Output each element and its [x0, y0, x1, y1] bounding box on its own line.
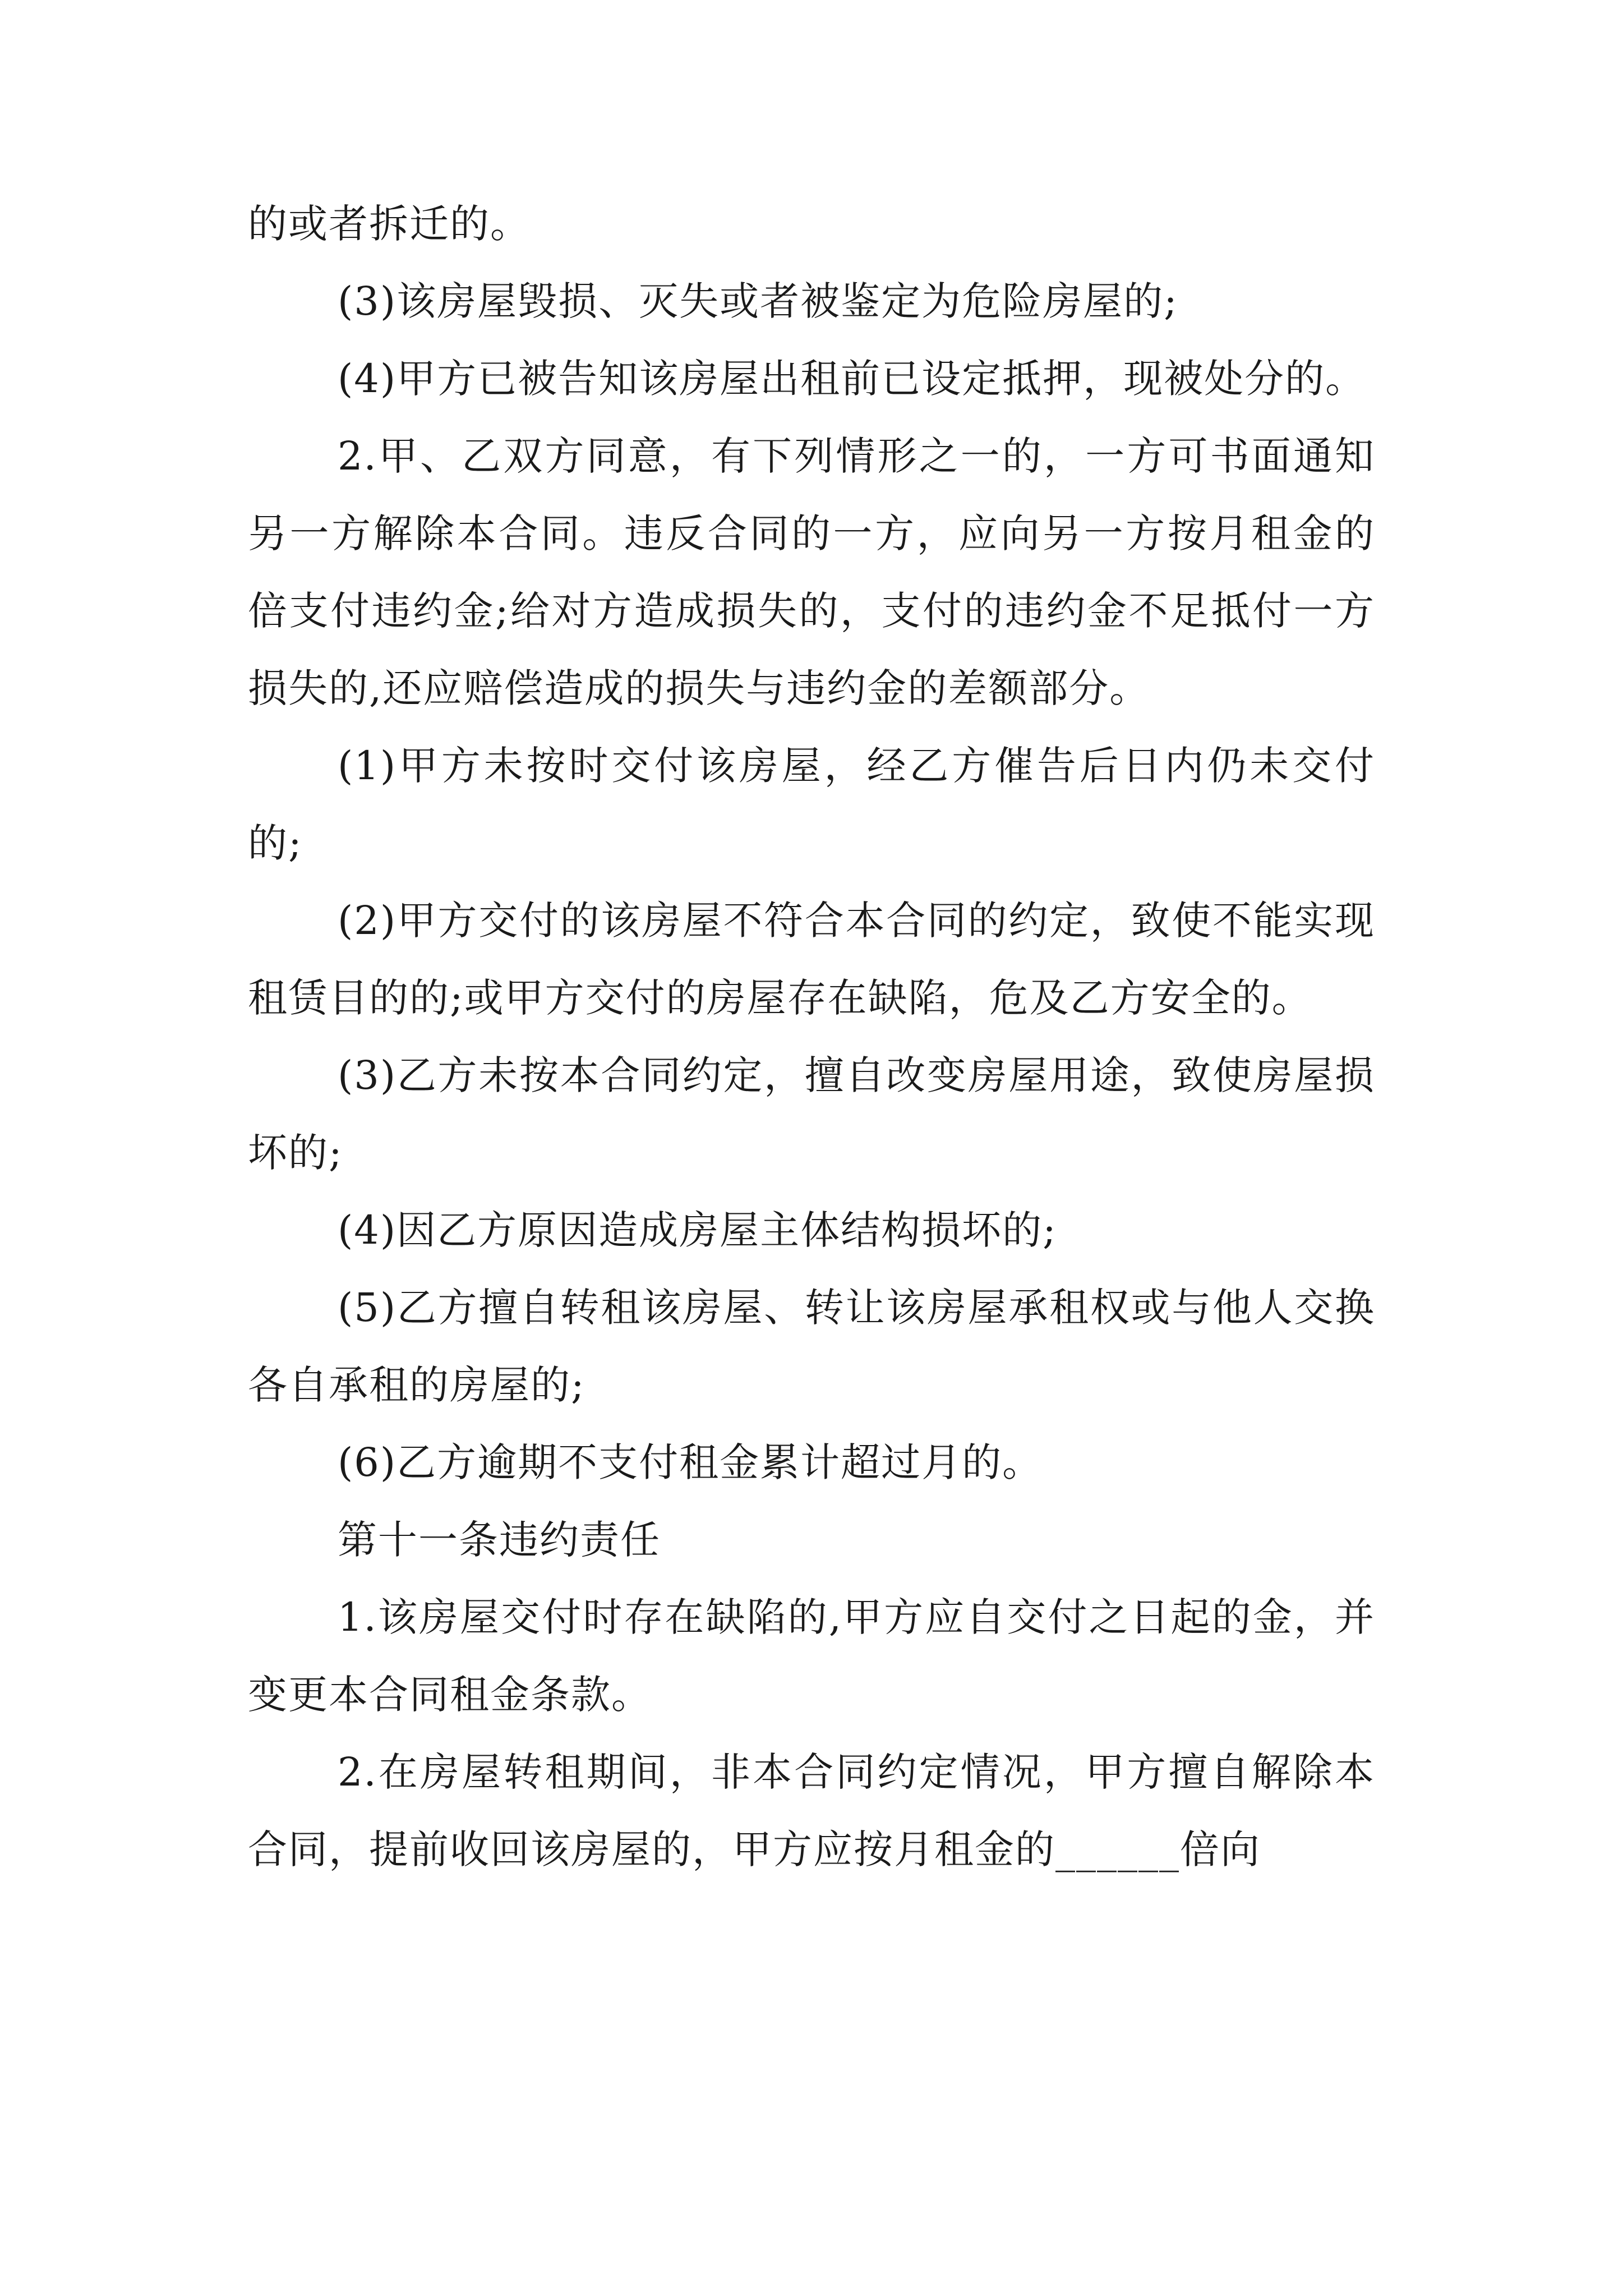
- clause-item-4-mortgage: (4)甲方已被告知该房屋出租前已设定抵押，现被处分的。: [338, 356, 1366, 402]
- clause-item-2-nonconforming: (2)甲方交付的该房屋不符合本合同的约定，致使不能实现租赁目的的;或甲方交付的房屋存在缺陷，危及乙方安全的。: [248, 898, 1375, 1021]
- article-11-item-1: 1.该房屋交付时存在缺陷的,甲方应自交付之日起的金，并变更本合同租金条款。: [248, 1594, 1375, 1718]
- clause-item-3-destroyed: (3)该房屋毁损、灭失或者被鉴定为危险房屋的;: [338, 278, 1178, 324]
- paragraph-continuation: 的或者拆迁的。: [248, 201, 531, 247]
- clause-item-4-structure: (4)因乙方原因造成房屋主体结构损坏的;: [338, 1207, 1057, 1253]
- clause-2-termination: 2.甲、乙双方同意，有下列情形之一的，一方可书面通知另一方解除本合同。违反合同的一方，应向另一方按月租金的倍支付违约金;给对方造成损失的，支付的违约金不足抵付一方损失的,还应赔偿造成的损失与违约金的差额部分。: [248, 433, 1375, 711]
- clause-item-5-sublet: (5)乙方擅自转租该房屋、转让该房屋承租权或与他人交换各自承租的房屋的;: [248, 1285, 1375, 1408]
- clause-item-3-usage: (3)乙方未按本合同约定，擅自改变房屋用途，致使房屋损坏的;: [248, 1052, 1375, 1176]
- document-body: [248, 185, 1375, 1888]
- article-11-item-2: 2.在房屋转租期间，非本合同约定情况，甲方擅自解除本合同，提前收回该房屋的，甲方应按月租金的______倍向: [248, 1749, 1375, 1872]
- clause-item-6-overdue-rent: (6)乙方逾期不支付租金累计超过月的。: [338, 1439, 1043, 1485]
- article-11-heading: 第十一条违约责任: [338, 1517, 661, 1563]
- clause-item-1-delivery: (1)甲方未按时交付该房屋，经乙方催告后日内仍未交付的;: [248, 743, 1375, 866]
